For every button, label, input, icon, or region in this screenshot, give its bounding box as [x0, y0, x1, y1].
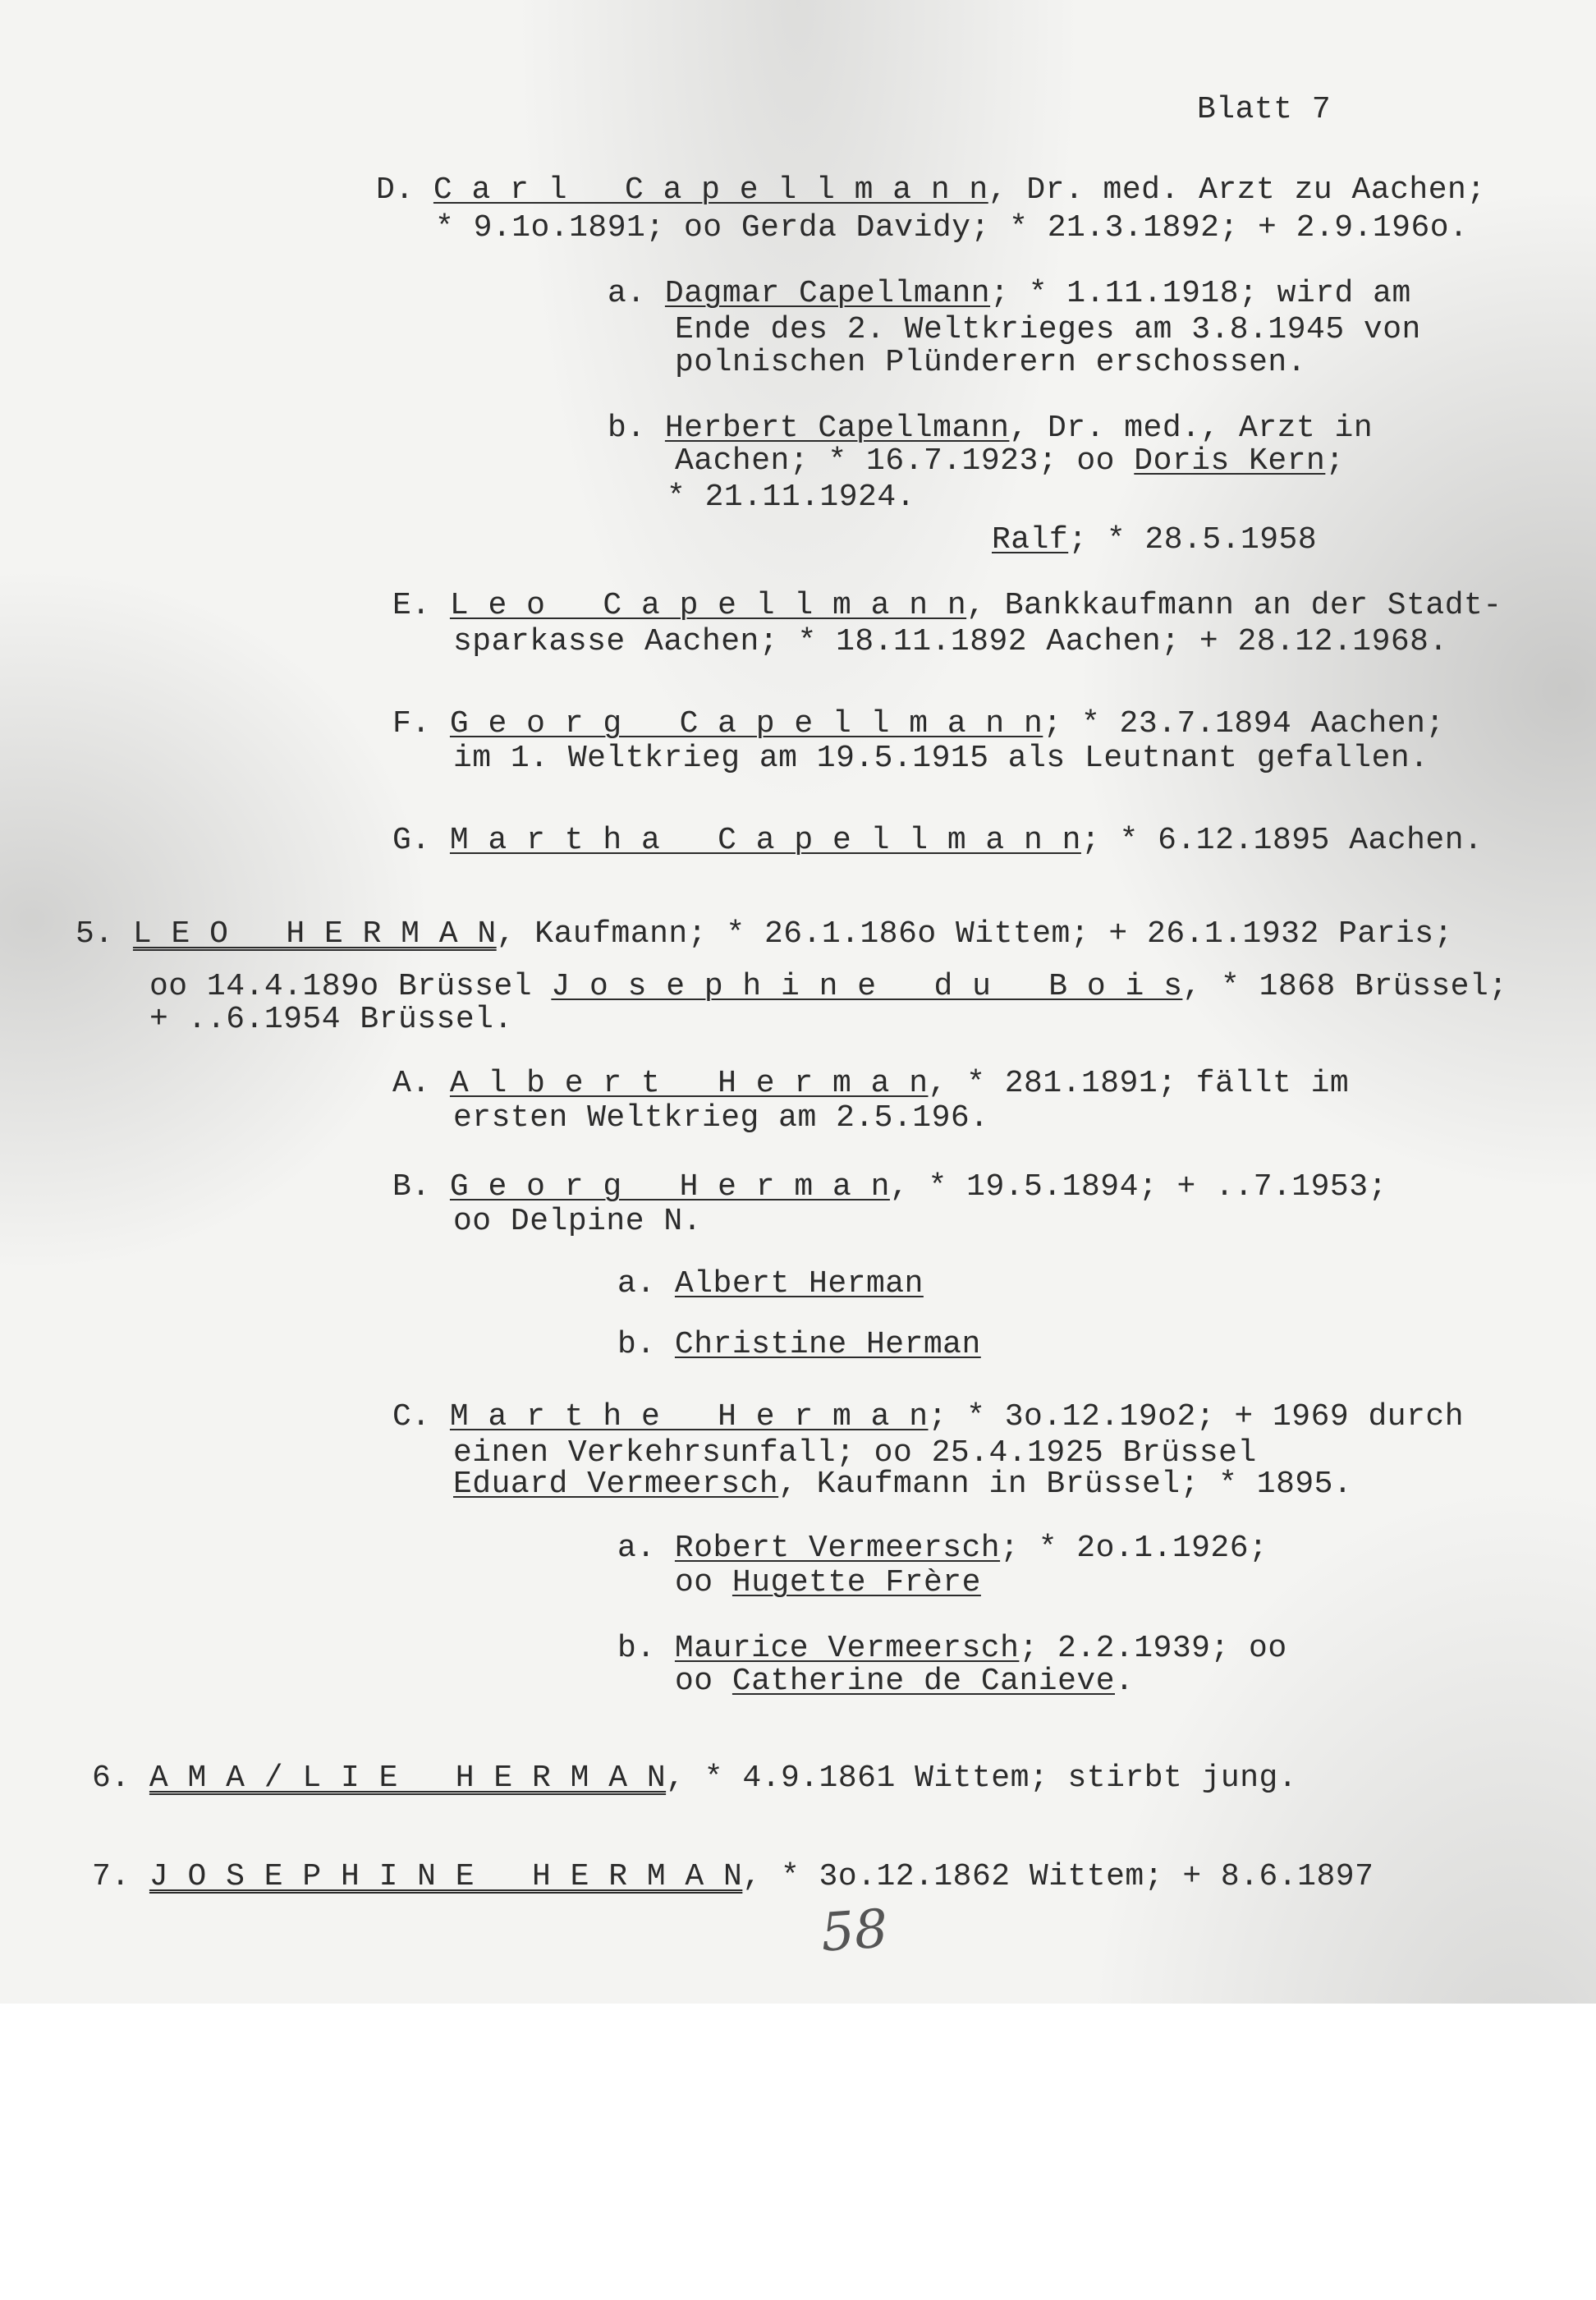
entry-g-marker: G.: [392, 823, 431, 858]
entry-5-b-b-name: Christine Herman: [674, 1327, 981, 1362]
entry-7-line1: , * 3o.12.1862 Wittem; + 8.6.1897: [742, 1859, 1374, 1894]
entry-5-c-b-name: Maurice Vermeersch: [674, 1631, 1020, 1666]
entry-5-c-a: [617, 1531, 1268, 1567]
entry-d-b-name: Herbert Capellmann: [664, 411, 1010, 446]
sheet-label: Blatt 7: [1197, 92, 1332, 127]
entry-5-line2-end: , * 1868 Brüssel;: [1182, 969, 1508, 1004]
entry-5-c-spouse: Eduard Vermeersch: [453, 1467, 779, 1502]
entry-5-c-b-spouse: Catherine de Canieve: [732, 1664, 1115, 1699]
entry-d-b: [608, 411, 1373, 447]
entry-5-b-name: G e o r g H e r m a n: [449, 1169, 890, 1205]
entry-d: [376, 172, 1486, 209]
entry-e-name: L e o C a p e l l m a n n: [449, 588, 967, 623]
entry-f-marker: F.: [392, 706, 431, 741]
entry-5-line2: [149, 969, 1508, 1005]
entry-5-a-line1: , * 281.1891; fällt im: [928, 1066, 1350, 1101]
entry-d-line2: * 9.1o.1891; oo Gerda Davidy; * 21.3.1892; + 2.9.196o.: [435, 210, 1469, 246]
entry-f-name: G e o r g C a p e l l m a n n: [449, 706, 1043, 741]
entry-5-spouse: J o s e p h i n e d u B o i s: [551, 969, 1183, 1004]
entry-d-b-child-rest: ; * 28.5.1958: [1068, 522, 1318, 558]
entry-5-a-line2: ersten Weltkrieg am 2.5.196.: [453, 1100, 989, 1136]
blank-margin: [0, 2004, 1596, 2300]
entry-5: [76, 916, 1453, 953]
entry-d-b-child: [992, 522, 1317, 558]
entry-5-b-a-marker: a.: [617, 1266, 656, 1301]
entry-5-b-a: [617, 1266, 924, 1302]
entry-d-b-line2-text: Aachen; * 16.7.1923; oo: [675, 443, 1135, 479]
entry-5-line1: , Kaufmann; * 26.1.186o Wittem; + 26.1.1932 Paris;: [496, 916, 1453, 952]
entry-f-line1: ; * 23.7.1894 Aachen;: [1043, 706, 1445, 741]
entry-d-b-child-name: Ralf: [992, 522, 1069, 558]
entry-e-marker: E.: [392, 588, 431, 623]
entry-5-marker: 5.: [76, 916, 114, 952]
entry-6-marker: 6.: [92, 1761, 131, 1796]
entry-d-a-line3: polnischen Plünderern erschossen.: [675, 345, 1307, 380]
entry-7-name: J O S E P H I N E H E R M A N: [149, 1859, 743, 1894]
entry-5-c-b-line2-end: .: [1115, 1664, 1135, 1699]
entry-f-line2: im 1. Weltkrieg am 19.5.1915 als Leutnant gefallen.: [453, 741, 1429, 776]
entry-5-b-b-marker: b.: [617, 1327, 656, 1362]
entry-5-c-a-marker: a.: [617, 1531, 656, 1566]
entry-e-line2: sparkasse Aachen; * 18.11.1892 Aachen; + 28.12.1968.: [453, 624, 1448, 659]
entry-5-a-name: A l b e r t H e r m a n: [449, 1066, 929, 1101]
entry-d-b-spouse: Doris Kern: [1134, 443, 1326, 479]
entry-5-c-line1: ; * 3o.12.19o2; + 1969 durch: [928, 1399, 1465, 1435]
entry-f: [392, 706, 1445, 742]
entry-5-c-b: [617, 1631, 1287, 1667]
entry-5-b-marker: B.: [392, 1169, 431, 1205]
entry-5-a-marker: A.: [392, 1066, 431, 1101]
entry-d-a-name: Dagmar Capellmann: [664, 276, 991, 311]
entry-e: [392, 588, 1502, 624]
entry-5-c-marker: C.: [392, 1399, 431, 1435]
entry-d-b-line3: * 21.11.1924.: [667, 480, 915, 515]
entry-7: [92, 1859, 1374, 1895]
entry-5-c-a-line2: [675, 1565, 981, 1601]
entry-d-a-marker: a.: [608, 276, 646, 311]
entry-d-b-line2-end: ;: [1325, 443, 1345, 479]
entry-5-line2-text: oo 14.4.189o Brüssel: [149, 969, 552, 1004]
entry-d-name: C a r l C a p e l l m a n n: [433, 172, 988, 208]
entry-5-c-b-line1: ; 2.2.1939; oo: [1019, 1631, 1287, 1666]
entry-5-c-name: M a r t h e H e r m a n: [449, 1399, 929, 1435]
entry-d-b-line1: , Dr. med., Arzt in: [1009, 411, 1374, 446]
entry-d-a-line1: ; * 1.11.1918; wird am: [990, 276, 1411, 311]
entry-d-a: [608, 276, 1411, 312]
entry-d-b-line2: [675, 443, 1345, 480]
entry-5-c-b-line2: [675, 1664, 1134, 1700]
entry-5-c-line3-rest: , Kaufmann in Brüssel; * 1895.: [778, 1467, 1353, 1502]
entry-d-line1: , Dr. med. Arzt zu Aachen;: [988, 172, 1486, 208]
entry-6-line1: , * 4.9.1861 Wittem; stirbt jung.: [666, 1761, 1298, 1796]
entry-5-c-a-spouse: Hugette Frère: [732, 1565, 981, 1600]
entry-5-line3: + ..6.1954 Brüssel.: [149, 1002, 513, 1037]
entry-5-c-a-line2-text: oo: [675, 1565, 732, 1600]
entry-d-marker: D.: [376, 172, 415, 208]
entry-5-a: [392, 1066, 1349, 1102]
entry-5-c-line3: [453, 1467, 1352, 1503]
entry-5-b-b: [617, 1327, 981, 1363]
entry-g: [392, 823, 1483, 859]
entry-5-c-b-line2-text: oo: [675, 1664, 732, 1699]
entry-5-c-a-line1: ; * 2o.1.1926;: [1000, 1531, 1268, 1566]
entry-7-marker: 7.: [92, 1859, 131, 1894]
entry-5-name: L E O H E R M A N: [132, 916, 497, 952]
entry-5-b: [392, 1169, 1387, 1205]
entry-e-line1: , Bankkaufmann an der Stadt-: [966, 588, 1502, 623]
entry-6: [92, 1761, 1297, 1797]
entry-5-b-a-name: Albert Herman: [674, 1266, 924, 1301]
entry-d-a-line2: Ende des 2. Weltkrieges am 3.8.1945 von: [675, 312, 1421, 347]
entry-5-c-b-marker: b.: [617, 1631, 656, 1666]
entry-g-name: M a r t h a C a p e l l m a n n: [449, 823, 1081, 858]
entry-5-c-a-name: Robert Vermeersch: [674, 1531, 1001, 1566]
entry-d-b-marker: b.: [608, 411, 646, 446]
entry-5-b-line2: oo Delpine N.: [453, 1204, 702, 1239]
entry-5-c-line2: einen Verkehrsunfall; oo 25.4.1925 Brüssel: [453, 1435, 1257, 1471]
entry-g-line1: ; * 6.12.1895 Aachen.: [1080, 823, 1484, 858]
entry-5-b-line1: , * 19.5.1894; + ..7.1953;: [889, 1169, 1387, 1205]
entry-5-c: [392, 1399, 1464, 1435]
entry-6-name: A M A / L I E H E R M A N: [149, 1761, 667, 1796]
handwritten-page-number: 58: [819, 1898, 890, 1964]
